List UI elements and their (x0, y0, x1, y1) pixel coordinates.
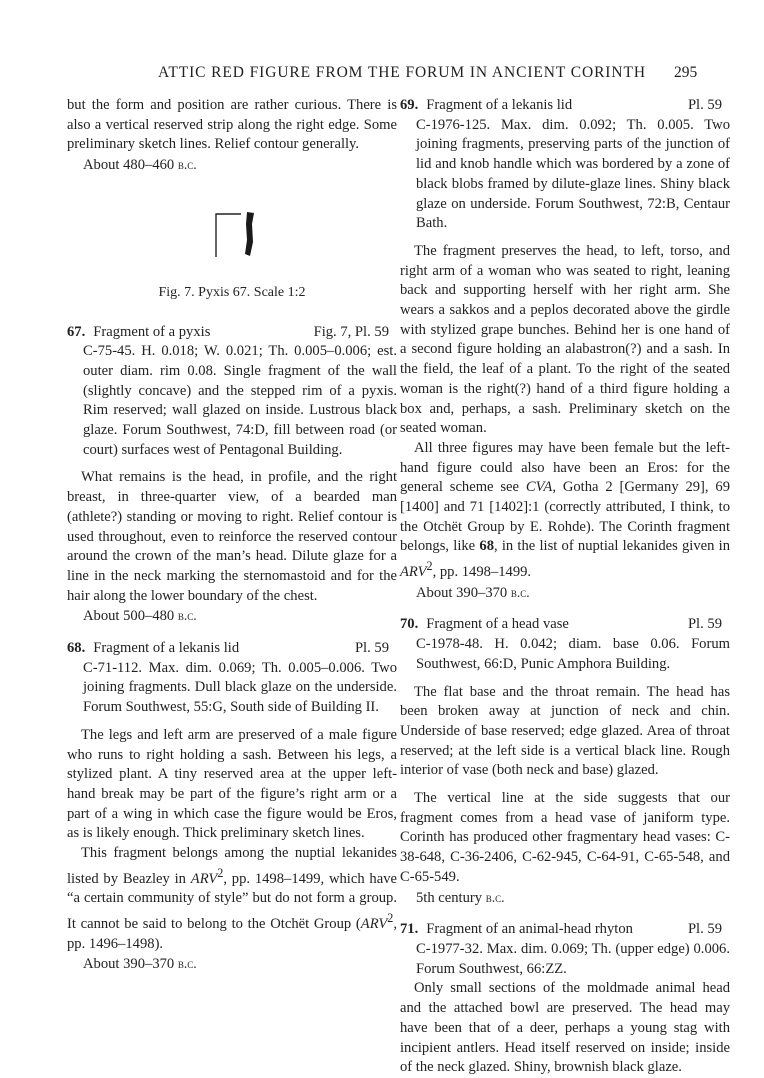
entry-metadata: C-1978-48. H. 0.042; diam. base 0.06. Forum Southwest, 66:D, Punic Amphora Building. (416, 636, 730, 672)
entry-metadata: C-1977-32. Max. dim. 0.069; Th. (upper edge) 0.006. Forum Southwest, 66:ZZ. (416, 940, 730, 977)
page-number: 295 (674, 64, 698, 81)
entry-note: All three figures may have been female but the left-hand figure could also have been an Eros: for the general scheme see CVA, Gotha 2 [Germany 29], 69 [1400] and 71 [1402]:1 (correctly attributed, I think, to the Otchët Group by E. Rohde). The Corinth fragment belongs, like 68, in the list of nuptial lekanides given in ARV$^2$, pp. 1498–1499. (400, 439, 730, 581)
date-line: About 390–370 b.c. (83, 956, 197, 973)
entry-heading (67, 323, 397, 343)
entry-description: The legs and left arm are preserved of a male figure who runs to right holding a sash. Between his legs, a stylized plant. A tiny reserved area at the upper left-hand break may be part of the figure’s right arm or a part of a wing in which case the figure would be Eros, as is likely enough. Thick preliminary sketch lines. (67, 726, 397, 842)
entry-description: The fragment preserves the head, to left, torso, and right arm of a woman who was seated to right, leaning back and supporting herself with her right arm. She wears a sakkos and a peplos decorated above the girdle with stylized grape bunches. Behind her is one hand of a second figure holding an alabastron(?) and a sash. In the field, the leaf of a plant. To the right of the seated woman is the right(?) hand of a third figure holding a box and, perhaps, a sash. Preliminary sketch on the seated woman. (400, 242, 730, 437)
entry-description: What remains is the head, in profile, and the right breast, in three-quarter view, of a bearded man (athlete?) standing or moving to right. Relief contour is used throughout, even to reinforce the reserved contour around the crown of the man’s head. Dilute glaze for a line in the neck marking the sternomastoid and for the hair along the lower boundary of the chest. (67, 469, 397, 604)
entry-number: 68. (67, 640, 86, 657)
catalogue-entry-70 (400, 615, 730, 908)
catalogue-entry-67 (67, 323, 397, 628)
entry-metadata: C-1976-125. Max. dim. 0.092; Th. 0.005. Two joining fragments, preserving parts of the junction of lid and knob handle which was bordered by a zone of black blobs framed by dilute-glaze lines. Shiny black glaze on underside. Forum Southwest, 72:B, Centaur Bath. (416, 116, 730, 232)
catalogue-entry-68 (67, 639, 397, 975)
entry-label: Fragment of an animal-head rhyton (426, 921, 633, 938)
entry-heading (67, 639, 397, 659)
figure-7 (67, 176, 397, 271)
catalogue-entry-71 (400, 920, 730, 1078)
date-line: About 480–460 b.c. (83, 157, 197, 174)
plate-reference: Pl. 59 (687, 616, 722, 633)
date-line: About 500–480 b.c. (83, 608, 197, 625)
entry-metadata: C-71-112. Max. dim. 0.069; Th. 0.005–0.006. Two joining fragments. Dull black glaze on the underside. Forum Southwest, 55:G, South side of Building II. (83, 659, 397, 716)
entry-label: Fragment of a head vase (426, 616, 569, 633)
entry-number: 69. (400, 97, 419, 113)
date-line: 5th century b.c. (416, 889, 505, 906)
running-title: ATTIC RED FIGURE FROM THE FORUM IN ANCIENT CORINTH (158, 64, 646, 81)
entry-note: This fragment belongs among the nuptial lekanides listed by Beazley in ARV$^2$, pp. 1498–1499, which have “a certain community of style” but do not form a group. It cannot be said to belong to the Otchët Group (ARV$^2$, pp. 1496–1498). (67, 845, 397, 952)
entry-note: The vertical line at the side suggests that our fragment comes from a head vase of janiform type. Corinth has produced other fragmentary head vases: C-38-648, C-36-2406, C-62-945, C-64-91, C-65-548, and C-65-549. (400, 790, 730, 885)
entry-heading (400, 615, 730, 635)
entry-description: Only small sections of the moldmade animal head and the attached bowl are preserved. The head may have been that of a deer, perhaps a young stag with incipient antlers. Head itself reserved on inside; inside of the neck glazed. Shiny, brownish black glaze. (400, 980, 730, 1076)
entry-label: Fragment of a pyxis (93, 323, 211, 340)
entry-number: 70. (400, 616, 419, 633)
continued-paragraph: but the form and position are rather curious. There is also a vertical reserved strip along the right edge. Some preliminary sketch lines. Relief contour generally. (67, 97, 397, 153)
entry-heading (400, 920, 730, 940)
pyxis-sherd-drawing (215, 212, 255, 258)
entry-metadata: C-75-45. H. 0.018; W. 0.021; Th. 0.005–0.006; est. outer diam. rim 0.08. Single fragment of the wall (slightly concave) and the stepped rim of a pyxis. Rim reserved; wall glazed on inside. Lustrous black glaze. Forum Southwest, 74:D, fill between road (or court) surfaces west of Pentagonal Building. (83, 343, 397, 458)
right-column (400, 96, 730, 1078)
figure-caption: Fig. 7. Pyxis 67. Scale 1:2 (158, 284, 306, 300)
entry-description: The flat base and the throat remain. The head has been broken away at junction of neck and chin. Underside of base reserved; edge glazed. Area of throat reserved; at the left side is a vertical black line. Rough interior of vase (both neck and base) glazed. (400, 683, 730, 779)
catalogue-entry-69 (400, 96, 730, 603)
entry-number: 67. (67, 323, 86, 340)
running-header (0, 58, 764, 88)
left-column (67, 96, 397, 975)
date-line: About 390–370 b.c. (416, 584, 530, 601)
entry-label: Fragment of a lekanis lid (426, 97, 573, 113)
entry-heading (400, 96, 730, 116)
entry-number: 71. (400, 921, 419, 938)
plate-reference: Pl. 59 (687, 921, 722, 938)
plate-reference: Pl. 59 (687, 97, 722, 113)
entry-label: Fragment of a lekanis lid (93, 640, 240, 657)
plate-reference: Pl. 59 (354, 640, 389, 657)
plate-reference: Fig. 7, Pl. 59 (313, 323, 389, 340)
